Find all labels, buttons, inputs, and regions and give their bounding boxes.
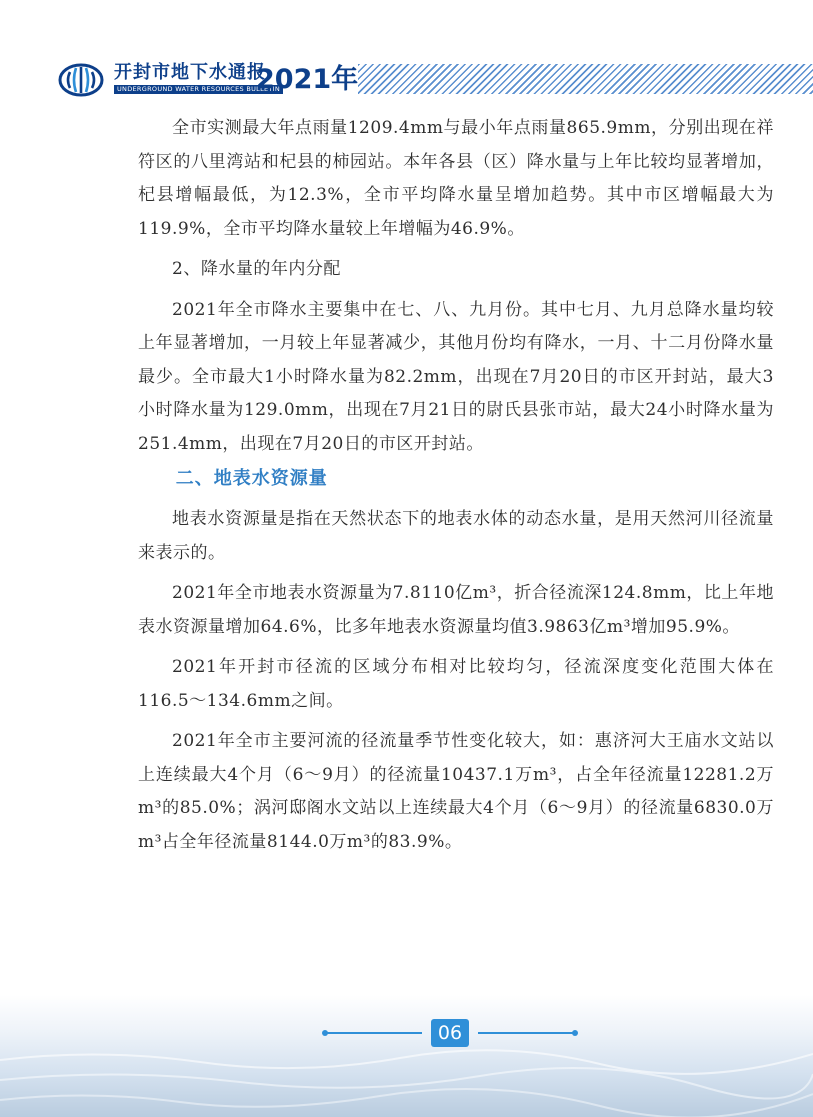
paragraph-rainfall-extremes: 全市实测最大年点雨量1209.4mm与最小年点雨量865.9mm，分别出现在祥符区的八里湾站和杞县的柿园站。本年各县（区）降水量与上年比较均显著增加，杞县增幅最低，为12.3%，全市平均降水量呈增加趋势。其中市区增幅最大为119.9%，全市平均降水量较上年增幅为46.9%。 bbox=[138, 118, 774, 239]
section-heading-surface-water: 二、地表水资源量 bbox=[175, 468, 328, 489]
subheading-annual-distribution: 2、降水量的年内分配 bbox=[172, 259, 341, 279]
paragraph-seasonal-runoff: 2021年全市主要河流的径流量季节性变化较大，如：惠济河大王庙水文站以上连续最大4个月（6～9月）的径流量10437.1万m³，占全年径流量12281.2万m³的85.0%；涡河邸阁水文站以上连续最大4个月（6～9月）的径流量6830.0万m³占全年径流量8144.0万m³的83.9%。 bbox=[138, 731, 774, 852]
water-wave-decoration bbox=[0, 1040, 813, 1117]
page-number-block bbox=[322, 1019, 578, 1047]
bulletin-title: 开封市地下水通报 bbox=[114, 62, 266, 83]
page-number-dot-right bbox=[572, 1030, 578, 1036]
page-number: 06 bbox=[431, 1019, 469, 1047]
bulletin-subtitle: UNDERGROUND WATER RESOURCES BULLETIN bbox=[114, 85, 283, 94]
paragraph-annual-distribution: 2021年全市降水主要集中在七、八、九月份。其中七月、九月总降水量均较上年显著增加，一月较上年显著减少，其他月份均有降水，一月、十二月份降水量最少。全市最大1小时降水量为82.2mm，出现在7月20日的市区开封站，最大3小时降水量为129.0mm，出现在7月21日的尉氏县张市站，最大24小时降水量为251.4mm，出现在7月20日的市区开封站。 bbox=[138, 299, 774, 454]
water-drop-logo-icon bbox=[58, 62, 104, 98]
paragraph-surface-water-definition: 地表水资源量是指在天然状态下的地表水体的动态水量，是用天然河川径流量来表示的。 bbox=[138, 509, 774, 563]
paragraph-surface-water-total: 2021年全市地表水资源量为7.8110亿m³，折合径流深124.8mm，比上年地表水资源量增加64.6%，比多年地表水资源量均值3.9863亿m³增加95.9%。 bbox=[138, 583, 774, 637]
page-number-rule-left bbox=[326, 1032, 422, 1034]
page-content bbox=[138, 112, 774, 859]
bulletin-year: 2021年 bbox=[256, 64, 359, 95]
header-hatch-band bbox=[358, 64, 813, 94]
page-header bbox=[58, 60, 813, 102]
paragraph-runoff-distribution: 2021年开封市径流的区域分布相对比较均匀，径流深度变化范围大体在116.5～134.6mm之间。 bbox=[138, 657, 774, 711]
page-number-rule-right bbox=[478, 1032, 574, 1034]
